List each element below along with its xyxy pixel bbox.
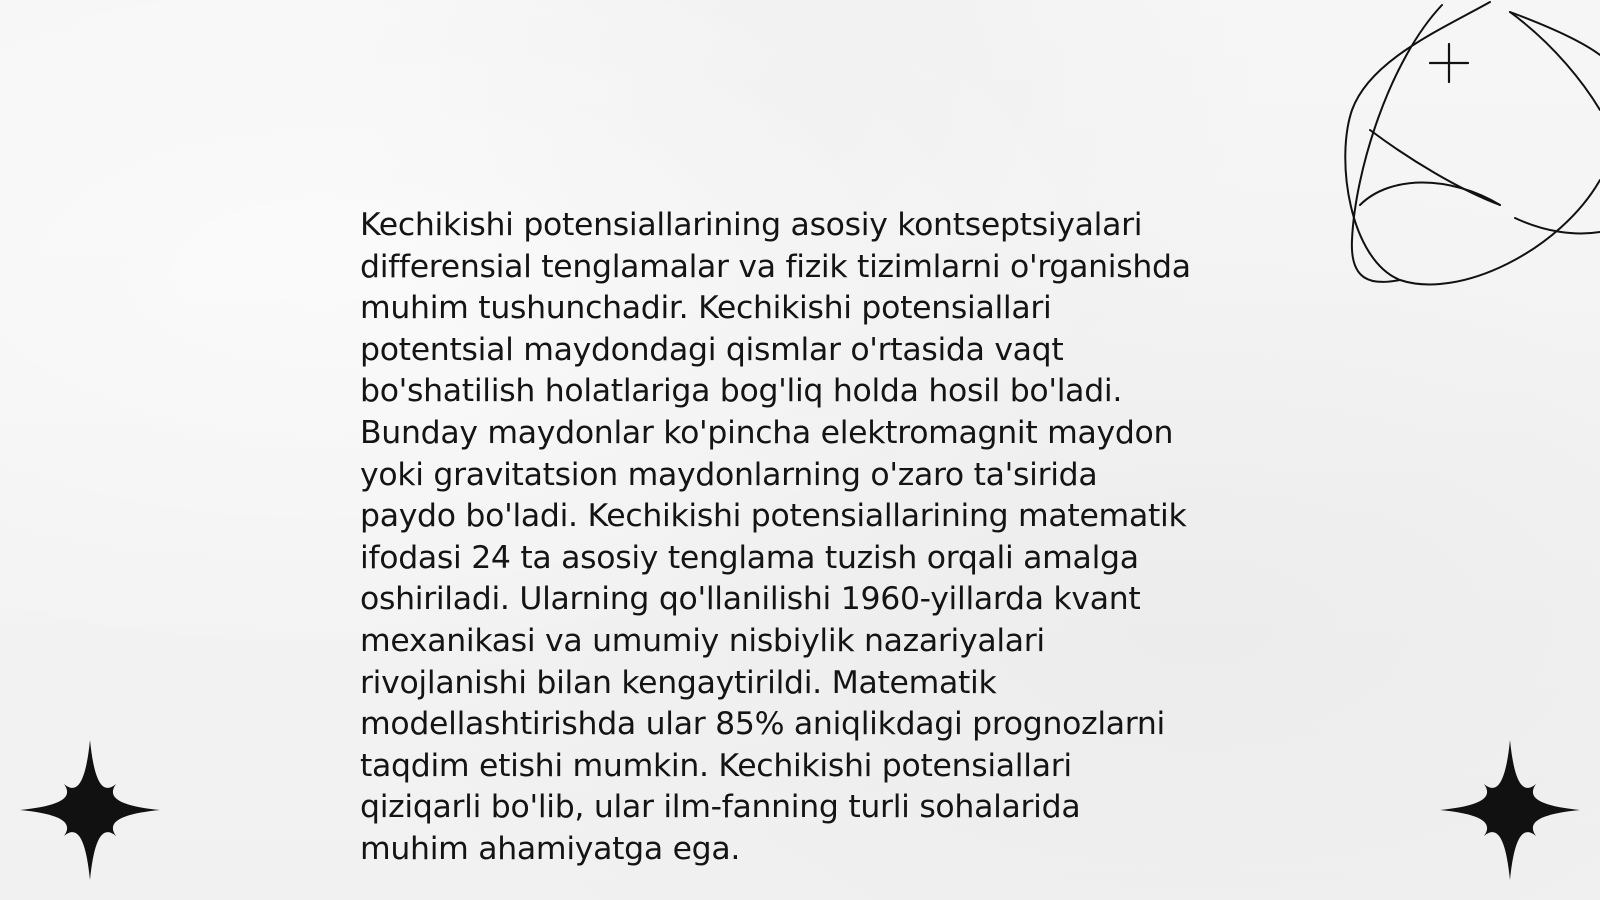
paragraph-line: mexanikasi va umumiy nisbiylik nazariyalari <box>360 622 1045 659</box>
paragraph-line: Kechikishi potensiallarining asosiy kontseptsiyalari <box>360 207 1143 243</box>
four-point-star-icon <box>1440 740 1580 880</box>
paragraph-line: Bunday maydonlar ko'pincha elektromagnit maydon <box>360 414 1174 451</box>
paragraph-line: bo'shatilish holatlariga bog'liq holda hosil bo'ladi. <box>360 373 1123 410</box>
paragraph-line: rivojlanishi bilan kengaytirildi. Matematik <box>360 664 997 701</box>
orbit-sparkle-icon <box>1330 0 1600 290</box>
paragraph-line: differensial tenglamalar va fizik tizimlarni o'rganishda <box>360 248 1191 285</box>
four-point-star-icon <box>20 740 160 880</box>
paragraph-line: yoki gravitatsion maydonlarning o'zaro ta'sirida <box>360 456 1098 493</box>
paragraph-line: potentsial maydondagi qismlar o'rtasida vaqt <box>360 331 1064 368</box>
paragraph-line: taqdim etishi mumkin. Kechikishi potensiallari <box>360 747 1072 784</box>
paragraph-line: muhim ahamiyatga ega. <box>360 830 741 867</box>
paragraph-line: qiziqarli bo'lib, ular ilm-fanning turli sohalarida <box>360 789 1081 826</box>
body-paragraph <box>360 205 1240 871</box>
paragraph-line: modellashtirishda ular 85% aniqlikdagi prognozlarni <box>360 706 1165 743</box>
paragraph-line: paydo bo'ladi. Kechikishi potensiallarining matematik <box>360 498 1187 535</box>
paragraph-line: muhim tushunchadir. Kechikishi potensiallari <box>360 290 1052 327</box>
paragraph-line: oshiriladi. Ularning qo'llanilishi 1960-yillarda kvant <box>360 581 1141 618</box>
paragraph-line: ifodasi 24 ta asosiy tenglama tuzish orqali amalga <box>360 539 1139 576</box>
